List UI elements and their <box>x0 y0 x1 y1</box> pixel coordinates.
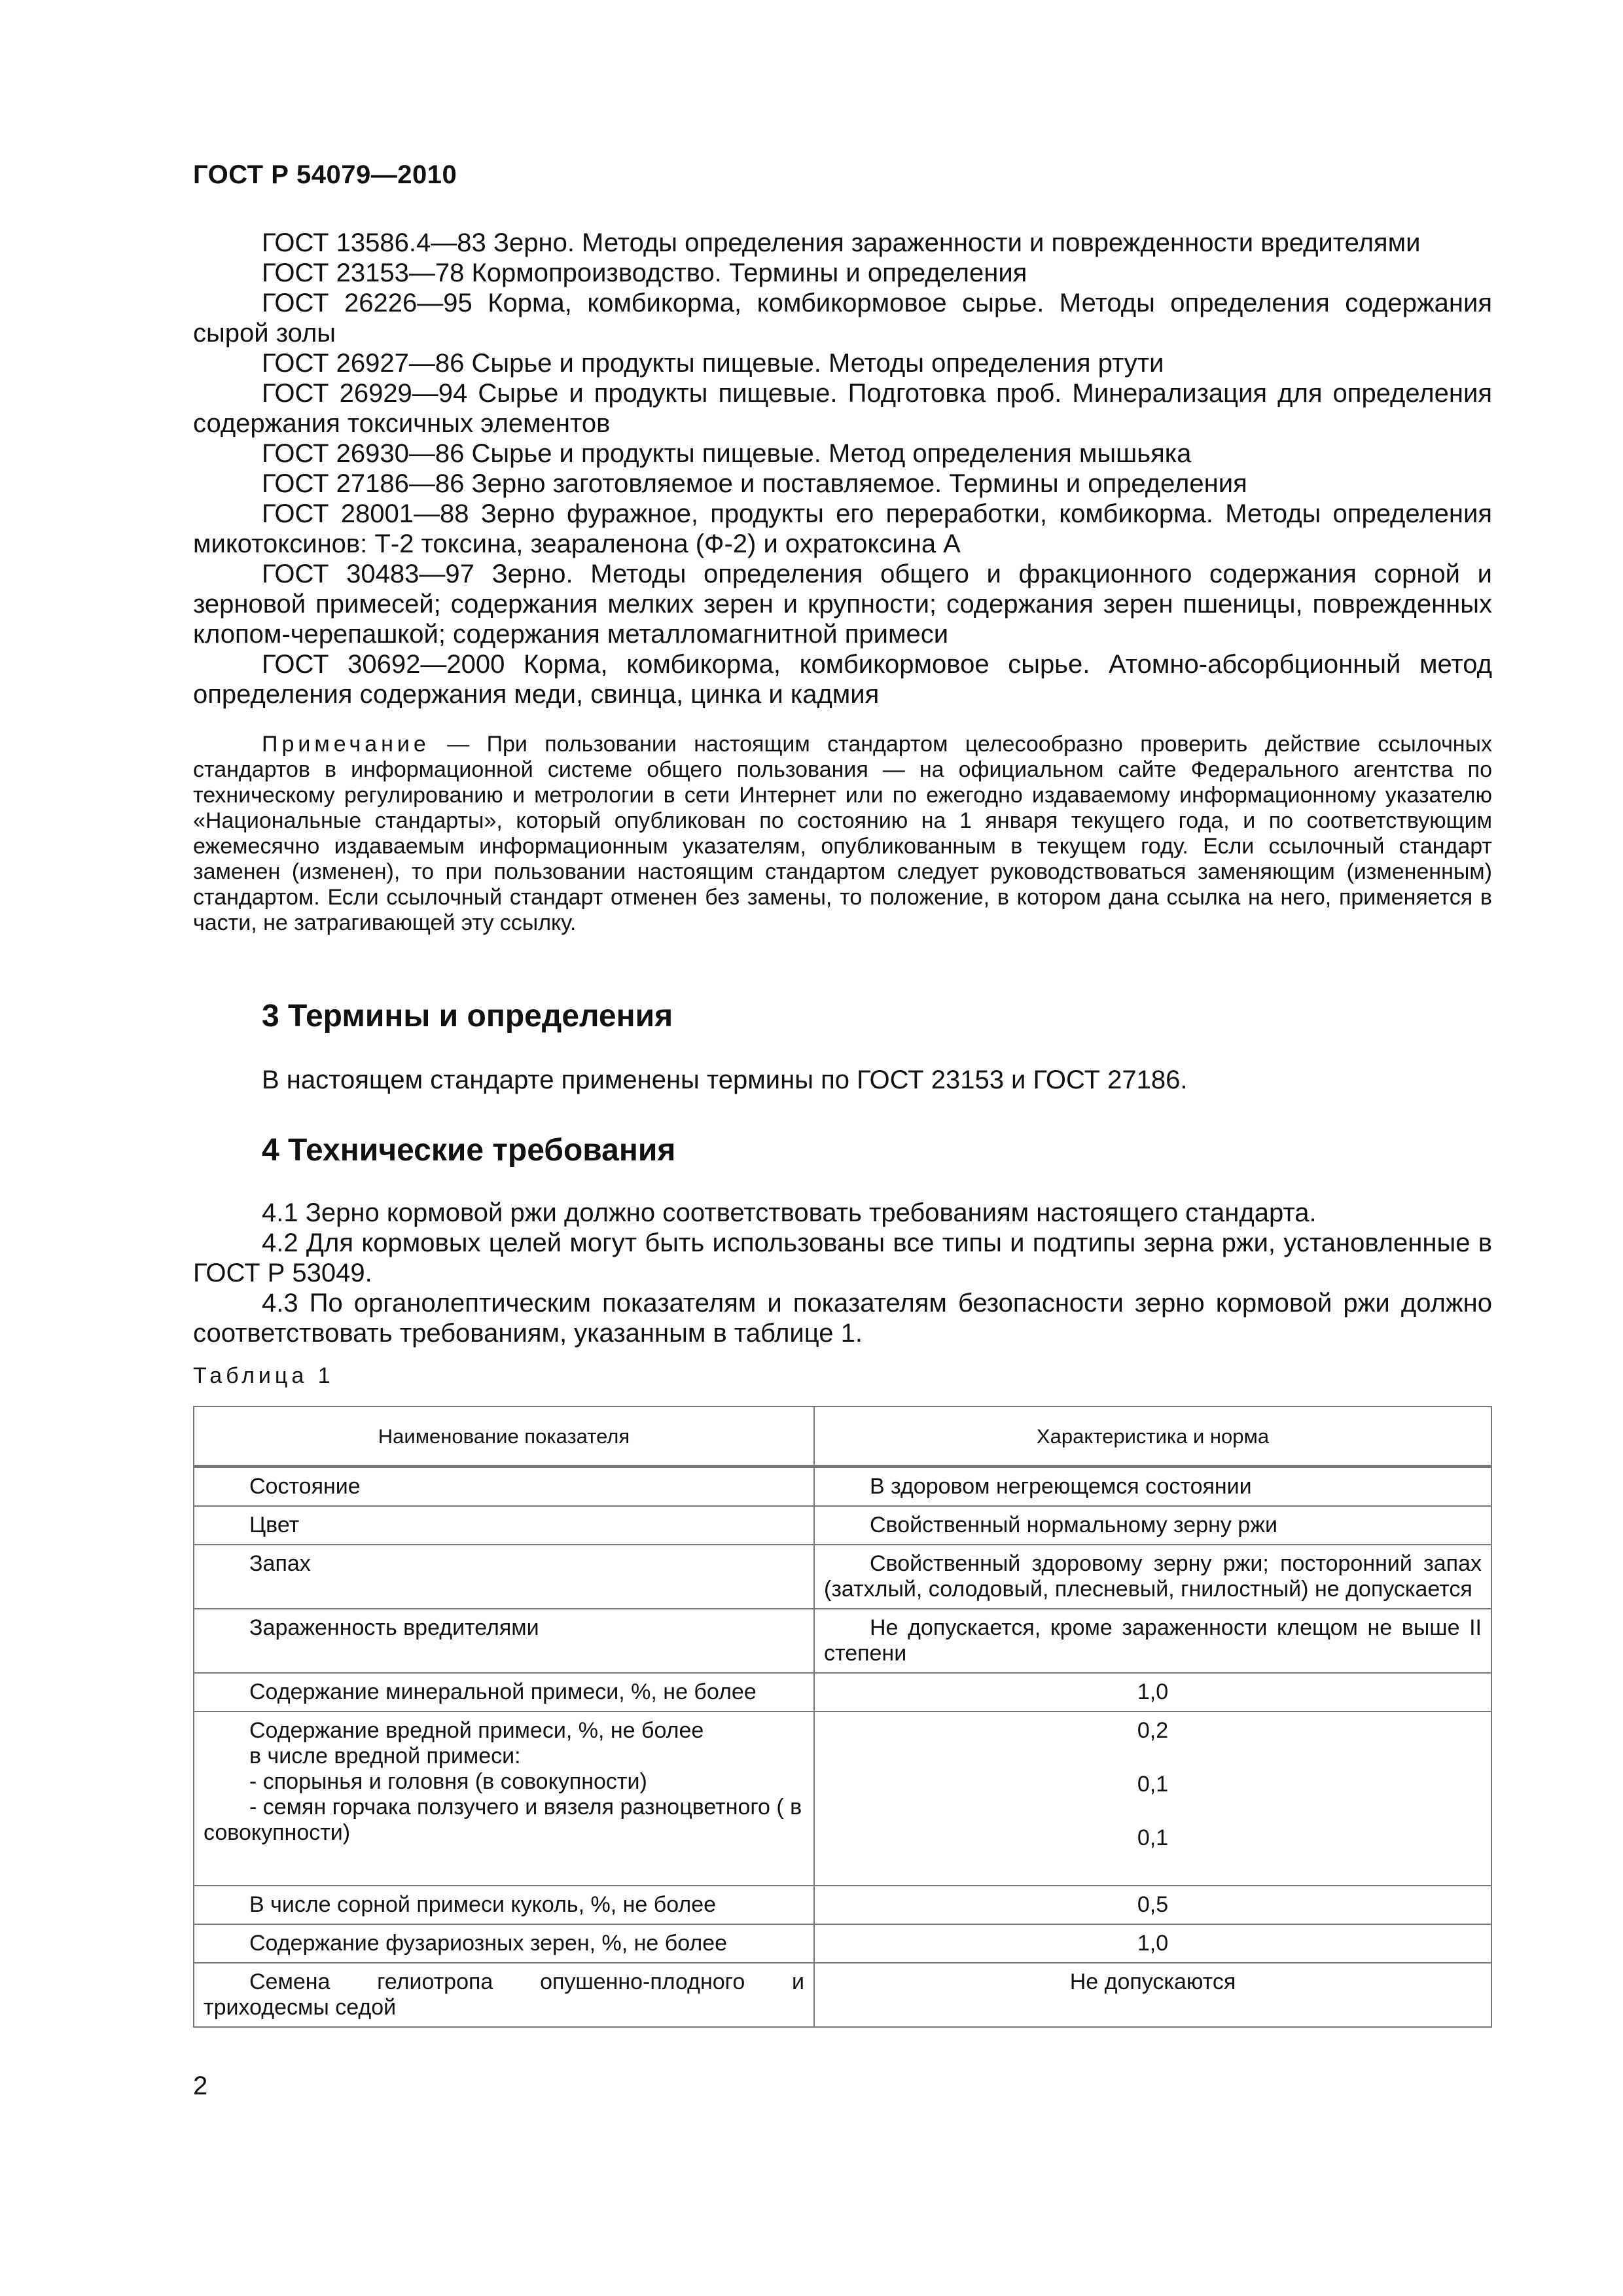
table-header-row <box>194 1407 1491 1467</box>
table-row <box>194 1506 1491 1545</box>
table-row <box>194 1924 1491 1963</box>
column-header: Характеристика и норма <box>814 1407 1491 1467</box>
reference-item: ГОСТ 26226—95 Корма, комбикорма, комбикормовое сырье. Методы определения содержания сырой золы <box>193 289 1492 348</box>
document-code-header: ГОСТ Р 54079—2010 <box>193 160 457 189</box>
indicator-cell: Запах <box>194 1545 814 1609</box>
norm-cell: Не допускаются <box>814 1963 1491 2027</box>
table-row <box>194 1963 1491 2027</box>
reference-item: ГОСТ 26929—94 Сырье и продукты пищевые. Подготовка проб. Минерализация для определения содержания токсичных элементов <box>193 379 1492 438</box>
note-label: Примечание <box>262 732 430 757</box>
indicator-cell: В числе сорной примеси куколь, %, не более <box>194 1886 814 1924</box>
harmful-impurity-label: Содержание вредной примеси, %, не более <box>249 1718 704 1743</box>
indicator-cell: Содержание фузариозных зерен, %, не более <box>194 1924 814 1963</box>
indicator-cell: Состояние <box>194 1467 814 1507</box>
harmful-impurity-value: 0,2 <box>1137 1718 1169 1743</box>
indicator-cell: Зараженность вредителями <box>194 1609 814 1673</box>
reference-item: ГОСТ 26927—86 Сырье и продукты пищевые. Методы определения ртути <box>262 349 1164 378</box>
section-4-heading: 4 Технические требования <box>262 1133 676 1168</box>
references-note <box>193 732 1492 936</box>
norm-cell: 1,0 <box>814 1673 1491 1712</box>
table-row <box>194 1467 1491 1507</box>
reference-item: ГОСТ 30692—2000 Корма, комбикорма, комбикормовое сырье. Атомно-абсорбционный метод определения содержания меди, свинца, цинка и кадмия <box>193 650 1492 709</box>
clause-4-1: 4.1 Зерно кормовой ржи должно соответствовать требованиям настоящего стандарта. <box>262 1198 1317 1227</box>
harmful-impurity-sublabel: в числе вредной примеси: <box>249 1744 521 1768</box>
norm-cell: Свойственный нормальному зерну ржи <box>814 1506 1491 1545</box>
reference-item: ГОСТ 30483—97 Зерно. Методы определения общего и фракционного содержания сорной и зерновой примесей; содержания мелких зерен и крупности; содержания зерен пшеницы, поврежденных клопом-черепашкой; содержания металломагнитной примеси <box>193 560 1492 649</box>
norm-cell <box>814 1712 1491 1886</box>
table-row <box>194 1545 1491 1609</box>
section-3-text: В настоящем стандарте применены термины по ГОСТ 23153 и ГОСТ 27186. <box>262 1066 1188 1094</box>
table-row <box>194 1712 1491 1886</box>
reference-item: ГОСТ 13586.4—83 Зерно. Методы определения зараженности и поврежденности вредителями <box>262 228 1421 257</box>
table-row <box>194 1673 1491 1712</box>
normative-references-list <box>193 228 1492 709</box>
norm-cell: 0,5 <box>814 1886 1491 1924</box>
norm-cell: Не допускается, кроме зараженности клещом не выше II степени <box>814 1609 1491 1673</box>
gorchak-vyazel-label: - семян горчака ползучего и вязеля разноцветного ( в совокупности) <box>204 1795 802 1845</box>
page-number: 2 <box>193 2072 208 2100</box>
reference-item: ГОСТ 23153—78 Кормопроизводство. Термины и определения <box>262 259 1027 287</box>
reference-item: ГОСТ 28001—88 Зерно фуражное, продукты его переработки, комбикорма. Методы определения микотоксинов: Т-2 токсина, зеараленона (Ф-2) и охратоксина А <box>193 499 1492 558</box>
ergot-smut-value: 0,1 <box>1137 1772 1169 1797</box>
reference-item: ГОСТ 27186—86 Зерно заготовляемое и поставляемое. Термины и определения <box>262 469 1247 498</box>
norm-cell: 1,0 <box>814 1924 1491 1963</box>
gorchak-vyazel-value: 0,1 <box>1137 1825 1169 1850</box>
table-row <box>194 1609 1491 1673</box>
table-row <box>194 1886 1491 1924</box>
indicator-cell: Семена гелиотропа опушенно-плодного и триходесмы седой <box>194 1963 814 2027</box>
column-header: Наименование показателя <box>194 1407 814 1467</box>
reference-item: ГОСТ 26930—86 Сырье и продукты пищевые. Метод определения мышьяка <box>262 439 1192 468</box>
indicator-cell: Содержание минеральной примеси, %, не более <box>194 1673 814 1712</box>
clause-4-2: 4.2 Для кормовых целей могут быть использованы все типы и подтипы зерна ржи, установленные в ГОСТ Р 53049. <box>193 1229 1492 1287</box>
section-3-heading: 3 Термины и определения <box>262 999 673 1033</box>
indicator-cell: Цвет <box>194 1506 814 1545</box>
section-4-body <box>193 1198 1492 1348</box>
table-caption: Таблица 1 <box>193 1363 334 1388</box>
ergot-smut-label: - спорынья и головня (в совокупности) <box>249 1769 647 1794</box>
note-text: — При пользовании настоящим стандартом целесообразно проверить действие ссылочных стандартов в информационной системе общего пользования — на официальном сайте Федерального агентства по техническому регулированию и метрологии в сети Интернет или по ежегодно издаваемому информационному указателю «Национальные стандарты», который опубликован по состоянию на 1 января текущего года, и по соответствующим ежемесячно издаваемым информационным указателям, опубликованным в текущем году. Если ссылочный стандарт заменен (изменен), то при пользовании настоящим стандартом следует руководствоваться заменяющим (измененным) стандартом. Если ссылочный стандарт отменен без замены, то положение, в котором дана ссылка на него, применяется в части, не затрагивающей эту ссылку. <box>193 732 1492 935</box>
clause-4-3: 4.3 По органолептическим показателям и показателям безопасности зерно кормовой ржи должно соответствовать требованиям, указанным в таблице 1. <box>193 1289 1492 1348</box>
indicator-cell <box>194 1712 814 1886</box>
requirements-table <box>193 1406 1492 2028</box>
norm-cell: Свойственный здоровому зерну ржи; посторонний запах (затхлый, солодовый, плесневый, гнилостный) не допускается <box>814 1545 1491 1609</box>
norm-cell: В здоровом негреющемся состоянии <box>814 1467 1491 1507</box>
